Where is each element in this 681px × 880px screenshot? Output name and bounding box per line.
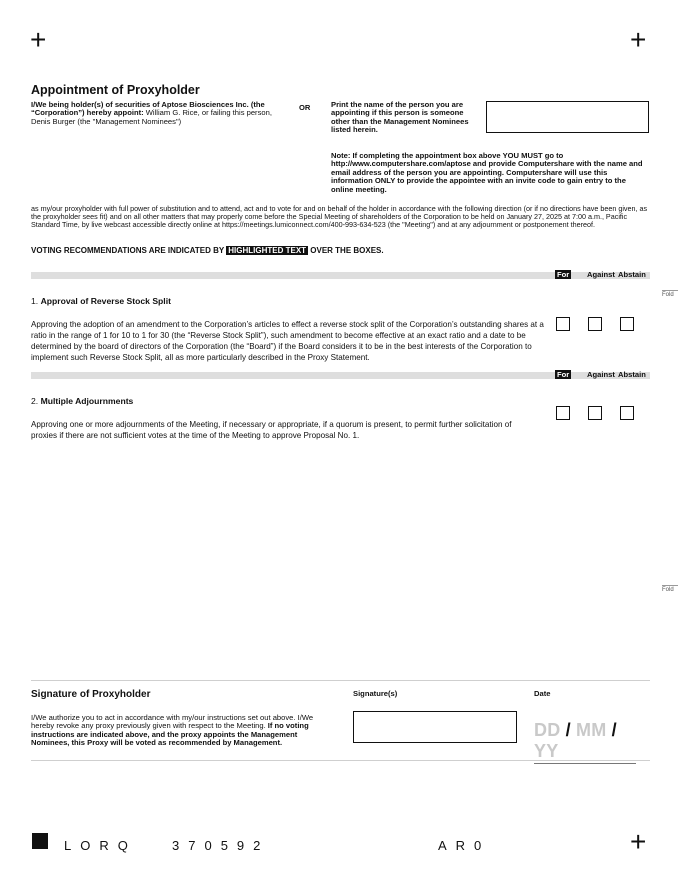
or-label: OR xyxy=(299,103,311,112)
column-abstain-2: Abstain xyxy=(618,370,646,379)
item-2-text: Approving one or more adjournments of the Meeting, if necessary or appropriate, if a quorum is present, to permit further solicitation of proxies if there are not sufficient votes at the time of the Meeting to approve Proposal No. 1. xyxy=(31,420,512,440)
column-for-1 xyxy=(555,270,571,279)
footer-code-3: AR0 xyxy=(438,838,491,853)
item-1-text: Approving the adoption of an amendment to the Corporation’s articles to effect a reverse stock split of the Corporation’s outstanding shares at a ratio in the range of 1 for 10 to 1 for 30 (the “Reverse Stock Split”), such amendment to become effective at an exact ratio and a date to be determined by the board of directors of the Corporation (the “Board”) if the Board considers it to be in the best interests of the Corporation to implement such Reverse Stock Split, all as more particularly described in the Proxy Statement. xyxy=(31,320,544,362)
signature-authorization-text xyxy=(31,714,335,748)
crop-mark-top-left: + xyxy=(30,24,47,55)
crop-mark-top-right: + xyxy=(630,24,647,55)
item-1-abstain-checkbox[interactable] xyxy=(620,317,634,331)
signature-bottom-rule xyxy=(31,760,650,761)
date-input[interactable] xyxy=(534,720,636,764)
appointee-name-input[interactable] xyxy=(486,101,649,133)
fold-mark-2: Fold xyxy=(662,585,678,593)
item-1-heading xyxy=(31,296,171,306)
item-2-for-checkbox[interactable] xyxy=(556,406,570,420)
date-dd-placeholder: DD xyxy=(534,720,561,740)
registration-square-icon xyxy=(32,833,48,849)
item-2-number: 2. xyxy=(31,396,39,406)
signatures-label: Signature(s) xyxy=(353,689,398,698)
recommend-before: VOTING RECOMMENDATIONS ARE INDICATED BY xyxy=(31,246,227,255)
item-1-against-checkbox[interactable] xyxy=(588,317,602,331)
highlighted-text-sample: HIGHLIGHTED TEXT xyxy=(228,246,307,255)
appointment-note: Note: If completing the appointment box above YOU MUST go to http://www.computershare.com/aptose and provide Computershare with the name and email address of the person you are appointing. Computershare will use this information ONLY to provide the appointee with an invite code to gain entry to the online meeting. xyxy=(331,151,643,194)
item-2-against-checkbox[interactable] xyxy=(588,406,602,420)
signature-input-box[interactable] xyxy=(353,711,517,743)
column-abstain-1: Abstain xyxy=(618,270,646,279)
date-separator-1: / xyxy=(565,720,571,740)
item-2-heading xyxy=(31,396,133,406)
date-separator-2: / xyxy=(611,720,617,740)
for-label-1: For xyxy=(557,270,570,279)
for-label-2: For xyxy=(557,370,570,379)
footer-code-2: 370592 xyxy=(172,838,270,853)
item-2-abstain-checkbox[interactable] xyxy=(620,406,634,420)
signature-top-rule xyxy=(31,680,650,681)
signature-text-bold: If no voting instructions are indicated above, and the proxy appoints the Management Nominees, this Proxy will be voted as recommended by Management. xyxy=(31,721,309,748)
date-label: Date xyxy=(534,689,551,698)
column-for-2 xyxy=(555,370,571,379)
signature-text-plain: I/We authorize you to act in accordance with my/our instructions set out above. I/We hereby revoke any proxy previously given with respect to the Meeting. xyxy=(31,713,314,731)
date-yy-placeholder: YY xyxy=(534,741,559,761)
footer-code-1: LORQ xyxy=(64,838,137,853)
appointment-title: Appointment of Proxyholder xyxy=(31,83,200,97)
holder-bold-text: I/We being holder(s) of securities of Aptose Biosciences Inc. (the “Corporation”) hereby appoint: xyxy=(31,100,265,118)
item-1-title: Approval of Reverse Stock Split xyxy=(40,296,171,306)
voting-recommendations-note xyxy=(31,247,384,255)
column-against-1: Against xyxy=(587,270,615,279)
print-name-instructions: Print the name of the person you are appointing if this person is someone other than the Management Nominees listed herein. xyxy=(331,100,469,135)
appointment-holder-text xyxy=(31,101,289,126)
item-1-number: 1. xyxy=(31,296,39,306)
item-2-title: Multiple Adjournments xyxy=(40,396,134,406)
holder-rest-text: William G. Rice, or failing this person, Denis Burger (the "Management Nominees") xyxy=(31,108,272,126)
recommend-after: OVER THE BOXES. xyxy=(308,246,384,255)
proxy-direction-text: as my/our proxyholder with full power of substitution and to attend, act and to vote for and on behalf of the holder in accordance with the following direction (or if no directions have been given, as the proxyholder sees fit) and on all other matters that may properly come before the Special Meeting of shareholders of the Corporation to be held on January 27, 2025 at 7:00 a.m., Pacific Standard Time, by live webcast accessible directly online at https://meetings.lumiconnect.com/400-993-634-523 (the "Meeting") and at any adjournment or postponement thereof. xyxy=(31,204,648,230)
signature-title: Signature of Proxyholder xyxy=(31,689,151,700)
item-1-for-checkbox[interactable] xyxy=(556,317,570,331)
date-mm-placeholder: MM xyxy=(576,720,607,740)
column-against-2: Against xyxy=(587,370,615,379)
crop-mark-bottom-right: + xyxy=(630,826,647,857)
fold-mark-1: Fold xyxy=(662,290,678,298)
